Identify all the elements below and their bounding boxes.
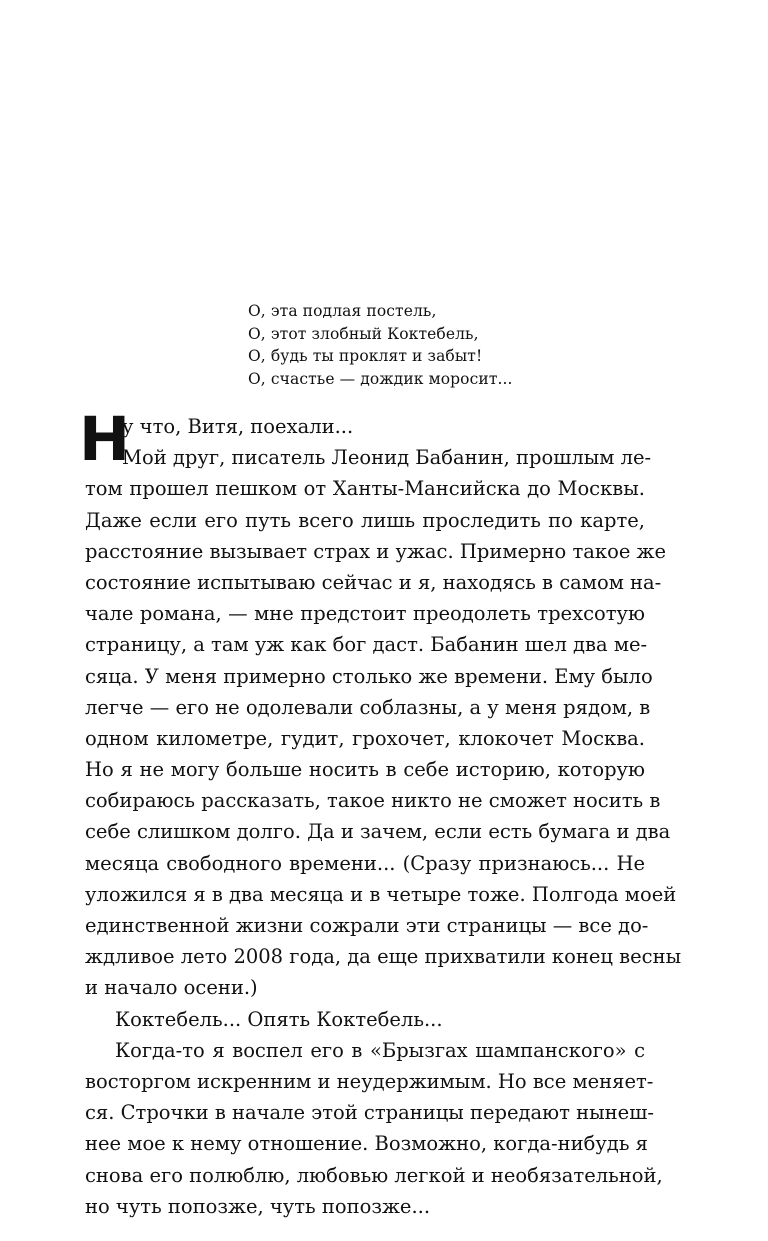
- text-line: единственной жизни сожрали эти страницы — все до-: [85, 914, 649, 937]
- text-line: Даже если его путь всего лишь проследить по карте,: [85, 508, 645, 532]
- text-line: том прошел пешком от Ханты-Мансийска до Москвы.: [85, 477, 645, 501]
- text-line: ждливое лето 2008 года, да еще прихватили конец весны: [85, 945, 682, 969]
- epigraph-line: О, счастье — дождик моросит...: [248, 369, 513, 388]
- text-line: Мой друг, писатель Леонид Бабанин, прошлым ле-: [122, 446, 652, 470]
- text-line: расстояние вызывает страх и ужас. Примерно такое же: [85, 539, 667, 563]
- epigraph-line: О, этот злобный Коктебель,: [248, 324, 479, 343]
- epigraph: [248, 300, 513, 390]
- text-line: уложился я в два месяца и в четыре тоже. Полгода моей: [85, 882, 677, 906]
- text-line: восторгом искренним и неудержимым. Но все меняет-: [85, 1069, 654, 1093]
- text-line: Когда-то я воспел его в «Брызгах шампанского» с: [115, 1038, 645, 1062]
- text-line: собираюсь рассказать, такое никто не сможет носить в: [85, 789, 661, 813]
- text-line: снова его полюблю, любовью легкой и необязательной,: [85, 1163, 663, 1187]
- text-line: одном километре, гудит, грохочет, клокочет Москва.: [85, 726, 645, 750]
- text-line: у что, Витя, поехали...: [122, 415, 354, 438]
- text-line: себе слишком долго. Да и зачем, если есть бумага и два: [85, 820, 671, 844]
- epigraph-line: О, эта подлая постель,: [248, 302, 437, 320]
- epigraph-line: О, будь ты проклят и забыт!: [248, 347, 483, 365]
- text-line: но чуть попозже, чуть попозже...: [85, 1194, 431, 1218]
- text-line: легче — его не одолевали соблазны, а у меня рядом, в: [85, 695, 651, 719]
- text-line: ся. Строчки в начале этой страницы передают нынеш-: [85, 1101, 654, 1125]
- text-line: сяца. У меня примерно столько же времени. Ему было: [85, 664, 653, 688]
- text-line: месяца свободного времени... (Сразу признаюсь... Не: [85, 851, 645, 875]
- text-line: и начало осени.): [85, 976, 258, 1000]
- text-line: нее мое к нему отношение. Возможно, когда-нибудь я: [85, 1132, 648, 1156]
- text-line: состояние испытываю сейчас и я, находясь в самом на-: [85, 570, 662, 594]
- text-line: Коктебель... Опять Коктебель...: [115, 1007, 443, 1031]
- text-line: страницу, а там уж как бог даст. Бабанин шел два ме-: [85, 633, 648, 657]
- text-line: чале романа, — мне предстоит преодолеть трехсотую: [85, 602, 645, 626]
- text-line: Но я не могу больше носить в себе историю, которую: [85, 758, 645, 782]
- chapter-text: [85, 411, 682, 1222]
- drop-cap: Н: [79, 404, 131, 475]
